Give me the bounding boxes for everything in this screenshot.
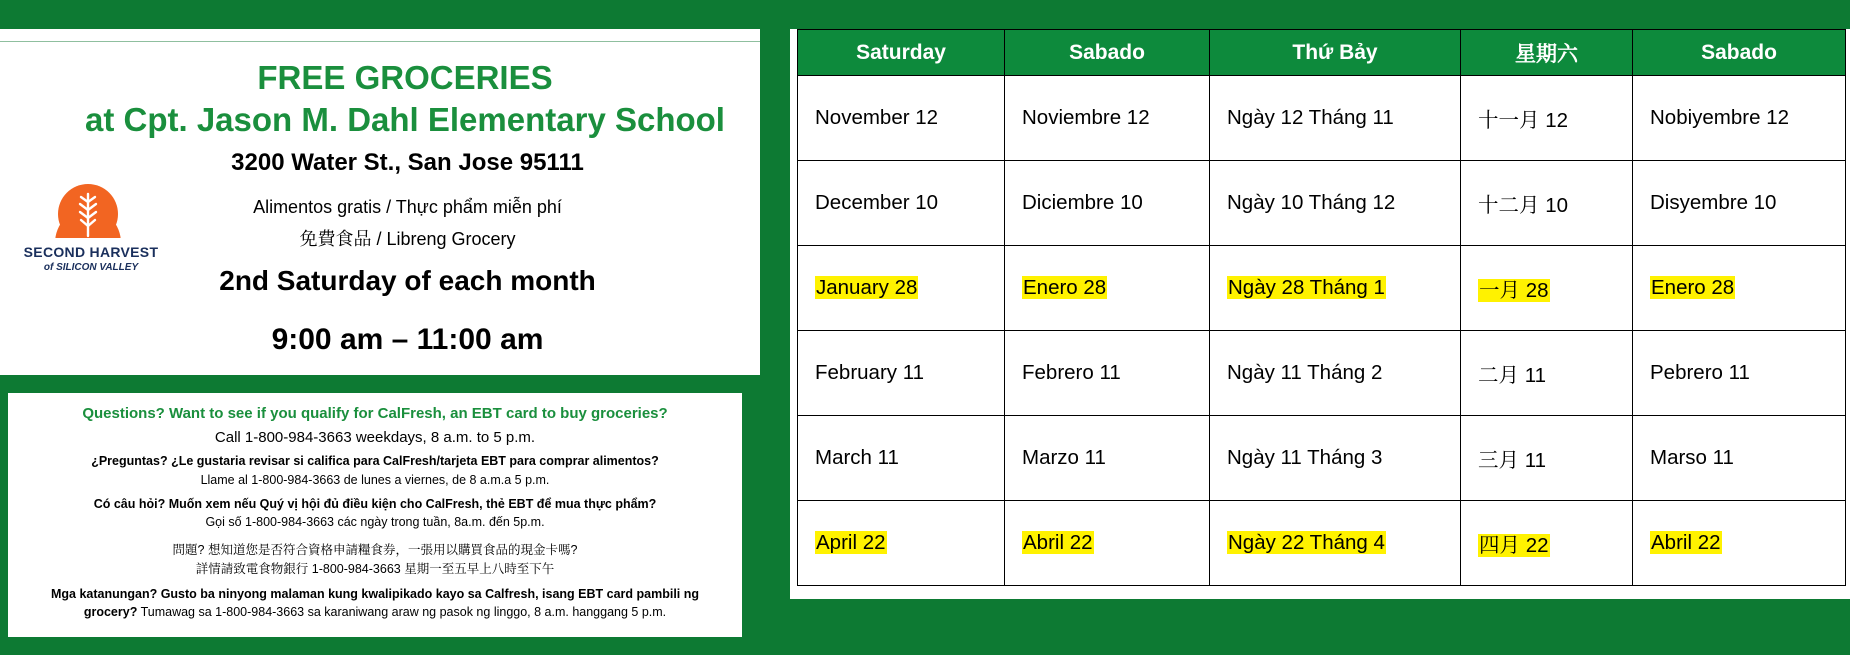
address: 3200 Water St., San Jose 95111 xyxy=(231,149,584,176)
table-cell xyxy=(798,416,1005,501)
table-cell xyxy=(1210,161,1461,246)
date-vietnamese: Ngày 22 Tháng 4 xyxy=(1228,531,1385,554)
question-english: Questions? Want to see if you qualify for CalFresh, an EBT card to buy groceries? xyxy=(82,405,668,422)
date-spanish: Enero 28 xyxy=(1023,276,1107,299)
call-spanish: Llame al 1-800-984-3663 de lunes a viernes, de 8 a.m.a 5 p.m. xyxy=(200,473,550,487)
question-tagalog: Mga katanungan? Gusto ba ninyong malaman kung kwalipikado kayo sa Calfresh, isang EBT card pambili ng xyxy=(50,587,700,601)
date-spanish: Abril 22 xyxy=(1023,531,1093,554)
table-cell xyxy=(798,331,1005,416)
table-cell xyxy=(1633,416,1846,501)
date-chinese: 一月 28 xyxy=(1479,279,1549,302)
table-cell xyxy=(1461,501,1633,586)
table-cell xyxy=(1005,331,1210,416)
wheat-sun-icon xyxy=(55,184,121,244)
date-spanish: Febrero 11 xyxy=(1022,361,1121,384)
flyer-panel xyxy=(0,29,760,375)
table-cell xyxy=(798,161,1005,246)
date-vietnamese: Ngày 28 Tháng 1 xyxy=(1228,276,1385,299)
logo-name: SECOND HARVEST xyxy=(23,244,159,260)
header-chinese: 星期六 xyxy=(1461,30,1633,76)
table-row-highlighted xyxy=(798,501,1846,586)
flyer-title: FREE GROCERIES xyxy=(257,59,553,96)
date-tagalog: Disyembre 10 xyxy=(1650,191,1777,214)
table-cell xyxy=(1461,161,1633,246)
table-cell xyxy=(1005,76,1210,161)
translated-title-2: 免費食品 / Libreng Grocery xyxy=(299,229,516,249)
table-cell xyxy=(1210,246,1461,331)
date-english: December 10 xyxy=(815,191,939,214)
table-header-row xyxy=(798,30,1846,76)
date-tagalog: Pebrero 11 xyxy=(1650,361,1750,384)
table-cell xyxy=(1633,501,1846,586)
date-chinese: 二月 11 xyxy=(1478,364,1546,387)
schedule-table xyxy=(797,29,1846,586)
table-cell xyxy=(1210,331,1461,416)
table-row xyxy=(798,161,1846,246)
date-tagalog: Enero 28 xyxy=(1651,276,1735,299)
date-chinese: 四月 22 xyxy=(1479,534,1549,557)
table-cell xyxy=(798,246,1005,331)
date-vietnamese: Ngày 11 Tháng 3 xyxy=(1227,446,1383,469)
date-spanish: Marzo 11 xyxy=(1022,446,1106,469)
date-vietnamese: Ngày 12 Tháng 11 xyxy=(1227,106,1394,129)
call-chinese: 詳情請致電食物銀行 1-800-984-3663 星期一至五早上八時至下午 xyxy=(195,562,555,576)
hours: 9:00 am – 11:00 am xyxy=(271,323,544,356)
call-tagalog-bold: grocery? xyxy=(83,605,138,619)
table-cell xyxy=(1633,161,1846,246)
question-chinese: 問題? 想知道您是否符合資格申請糧食券，一張用以購買食品的現金卡嗎? xyxy=(172,543,578,557)
schedule: 2nd Saturday of each month xyxy=(219,265,596,296)
table-cell xyxy=(1005,416,1210,501)
table-cell xyxy=(1005,246,1210,331)
table-cell xyxy=(1210,76,1461,161)
table-cell xyxy=(1461,416,1633,501)
divider xyxy=(0,41,760,42)
table-cell xyxy=(798,76,1005,161)
logo-subtitle xyxy=(8,262,174,273)
table-cell xyxy=(1005,161,1210,246)
calfresh-info-panel xyxy=(8,393,742,637)
call-tagalog xyxy=(8,605,742,619)
question-spanish: ¿Preguntas? ¿Le gustaria revisar si califica para CalFresh/tarjeta EBT para comprar alimentos? xyxy=(91,454,659,468)
call-vietnamese: Gọi số 1-800-984-3663 các ngày trong tuần, 8a.m. đến 5p.m. xyxy=(205,515,545,529)
date-chinese: 十一月 12 xyxy=(1478,109,1568,132)
flyer-subtitle: at Cpt. Jason M. Dahl Elementary School xyxy=(85,101,725,138)
logo-subtitle-text: of SILICON VALLEY xyxy=(43,262,139,273)
table-cell xyxy=(1633,331,1846,416)
table-cell xyxy=(1005,501,1210,586)
call-tagalog-text: Tumawag sa 1-800-984-3663 sa karaniwang araw ng pasok ng linggo, 8 a.m. hanggang 5 p.m. xyxy=(137,605,667,619)
table-cell xyxy=(1461,246,1633,331)
header-tagalog: Sabado xyxy=(1633,30,1846,76)
header-english: Saturday xyxy=(798,30,1005,76)
header-spanish: Sabado xyxy=(1005,30,1210,76)
date-english: January 28 xyxy=(816,276,918,299)
table-row-highlighted xyxy=(798,246,1846,331)
date-english: February 11 xyxy=(815,361,925,384)
date-chinese: 十二月 10 xyxy=(1478,194,1568,217)
table-cell xyxy=(798,501,1005,586)
date-vietnamese: Ngày 11 Tháng 2 xyxy=(1227,361,1383,384)
date-spanish: Diciembre 10 xyxy=(1022,191,1143,214)
date-chinese: 三月 11 xyxy=(1478,449,1546,472)
table-cell xyxy=(1461,76,1633,161)
call-english: Call 1-800-984-3663 weekdays, 8 a.m. to 5 p.m. xyxy=(214,429,536,446)
table-cell xyxy=(1210,501,1461,586)
date-spanish: Noviembre 12 xyxy=(1022,106,1150,129)
translated-title-1: Alimentos gratis / Thực phẩm miễn phí xyxy=(253,197,562,217)
date-vietnamese: Ngày 10 Tháng 12 xyxy=(1227,191,1396,214)
table-cell xyxy=(1210,416,1461,501)
table-row xyxy=(798,331,1846,416)
table-row xyxy=(798,416,1846,501)
table-cell xyxy=(1633,246,1846,331)
table-cell xyxy=(1461,331,1633,416)
table-cell xyxy=(1633,76,1846,161)
date-english: April 22 xyxy=(816,531,886,554)
date-english: November 12 xyxy=(815,106,939,129)
date-tagalog: Nobiyembre 12 xyxy=(1650,106,1790,129)
date-english: March 11 xyxy=(815,446,899,469)
header-vietnamese: Thứ Bảy xyxy=(1210,30,1461,76)
date-tagalog: Marso 11 xyxy=(1650,446,1734,469)
second-harvest-logo xyxy=(8,184,168,273)
question-vietnamese: Có câu hỏi? Muốn xem nếu Quý vị hội đủ điều kiện cho CalFresh, thẻ EBT để mua thực phẩm? xyxy=(93,497,657,511)
table-row xyxy=(798,76,1846,161)
schedule-table-panel xyxy=(790,29,1850,599)
date-tagalog: Abril 22 xyxy=(1651,531,1721,554)
